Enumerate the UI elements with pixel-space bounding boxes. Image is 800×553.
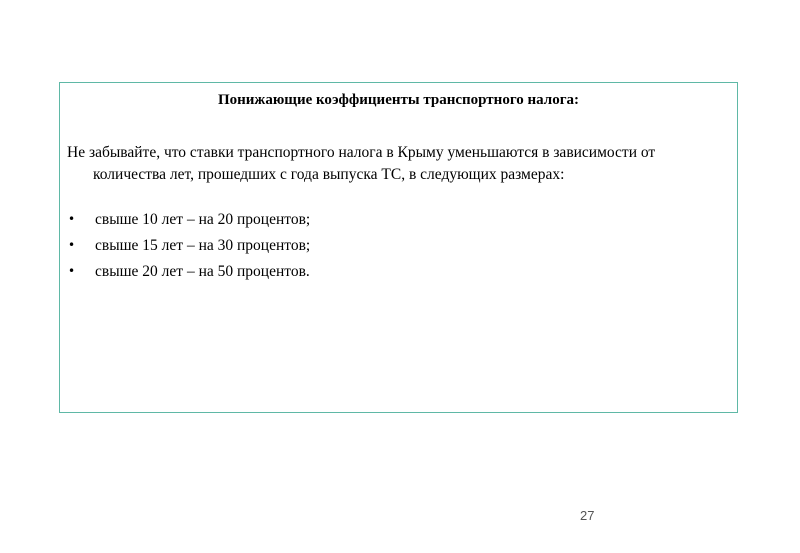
bullet-icon: •: [68, 212, 76, 226]
bullet-item: [67, 235, 310, 261]
bullet-icon: •: [68, 238, 76, 252]
bullet-list: [67, 209, 310, 287]
content-box: [59, 82, 738, 413]
intro-paragraph: Не забывайте, что ставки транспортного налога в Крыму уменьшаются в зависимости от количества лет, прошедших с года выпуска ТС, в следующих размерах:: [67, 144, 656, 183]
bullet-text: свыше 15 лет – на 30 процентов;: [95, 237, 311, 254]
bullet-item: [67, 261, 310, 287]
box-title: Понижающие коэффициенты транспортного налога:: [217, 92, 580, 108]
bullet-text: свыше 10 лет – на 20 процентов;: [95, 211, 311, 228]
page-number: 27: [580, 508, 595, 523]
bullet-item: [67, 209, 310, 235]
bullet-text: свыше 20 лет – на 50 процентов.: [95, 263, 310, 280]
bullet-icon: •: [68, 264, 76, 278]
